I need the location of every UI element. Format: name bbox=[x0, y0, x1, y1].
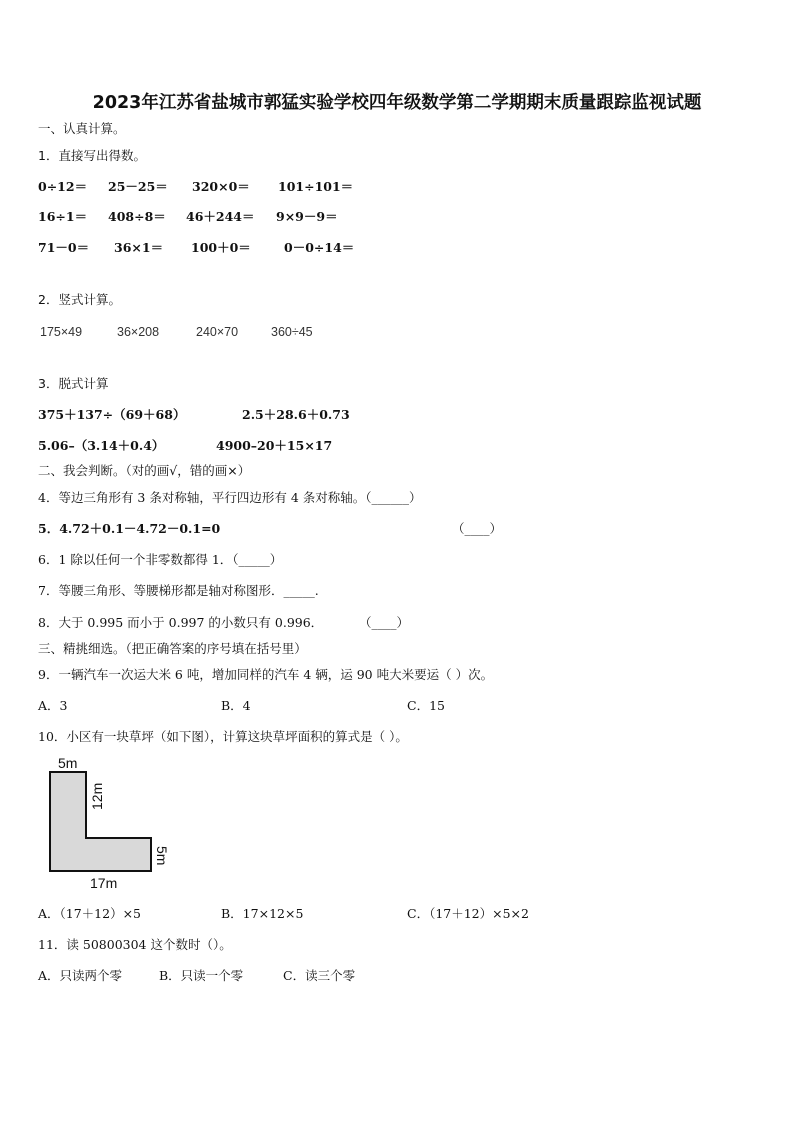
lawn-figure bbox=[40, 752, 180, 892]
q1-item: 9×9－9＝ bbox=[276, 209, 338, 224]
question-5: 5．4.72＋0.1－4.72－0.1=0 bbox=[38, 521, 221, 536]
q9-option-b: B．4 bbox=[221, 698, 251, 713]
q10-option-a: A．（17＋12）×5 bbox=[38, 906, 142, 921]
q1-item: 46＋244＝ bbox=[186, 209, 255, 224]
label-top-width: 5m bbox=[58, 755, 78, 771]
q2-item: 36×208 bbox=[117, 325, 160, 339]
label-right-height: 5m bbox=[154, 846, 170, 866]
page-title: 2023年江苏省盐城市郭猛实验学校四年级数学第二学期期末质量跟踪监视试题 bbox=[92, 93, 702, 113]
question-10: 10．小区有一块草坪（如下图），计算这块草坪面积的算式是（ ）。 bbox=[38, 729, 408, 744]
q1-item: 100＋0＝ bbox=[191, 240, 251, 255]
q2-item: 360÷45 bbox=[271, 325, 313, 339]
q10-option-b: B．17×12×5 bbox=[221, 906, 304, 921]
q3-item: 5.06–（3.14＋0.4） bbox=[38, 438, 165, 453]
q1-item: 0÷12＝ bbox=[38, 179, 88, 194]
section-heading-1: 一、认真计算。 bbox=[38, 121, 126, 136]
question-11: 11．读 50800304 这个数时（）。 bbox=[38, 937, 232, 952]
q1-item: 320×0＝ bbox=[192, 179, 250, 194]
q1-item: 408÷8＝ bbox=[108, 209, 166, 224]
q1-item: 0－0÷14＝ bbox=[284, 240, 355, 255]
label-inner-height: 12m bbox=[89, 782, 105, 810]
q1-item: 101÷101＝ bbox=[278, 179, 354, 194]
question-2-title: 2．竖式计算。 bbox=[38, 292, 121, 307]
q5-answer-blank: （____） bbox=[452, 521, 503, 536]
q1-item: 25－25＝ bbox=[108, 179, 168, 194]
question-7: 7．等腰三角形、等腰梯形都是轴对称图形．_____. bbox=[38, 583, 319, 598]
q8-answer-blank: （____） bbox=[359, 615, 410, 630]
q2-item: 175×49 bbox=[40, 325, 83, 339]
section-heading-2: 二、我会判断。（对的画√，错的画×） bbox=[38, 463, 251, 478]
q11-option-c: C．读三个零 bbox=[283, 968, 356, 983]
q3-item: 375＋137÷（69＋68） bbox=[38, 407, 186, 422]
question-9: 9．一辆汽车一次运大米 6 吨，增加同样的汽车 4 辆，运 90 吨大米要运（ ）次。 bbox=[38, 667, 494, 682]
q11-option-a: A．只读两个零 bbox=[38, 968, 123, 983]
q3-item: 2.5＋28.6＋0.73 bbox=[242, 407, 350, 422]
label-bottom-width: 17m bbox=[90, 875, 118, 891]
q11-option-b: B．只读一个零 bbox=[159, 968, 244, 983]
q9-option-a: A．3 bbox=[38, 698, 68, 713]
q2-item: 240×70 bbox=[196, 325, 239, 339]
q1-item: 71－0＝ bbox=[38, 240, 90, 255]
q9-option-c: C．15 bbox=[407, 698, 445, 713]
question-3-title: 3．脱式计算 bbox=[38, 376, 109, 391]
question-8: 8．大于 0.995 而小于 0.997 的小数只有 0.996． bbox=[38, 615, 324, 630]
question-1-title: 1．直接写出得数。 bbox=[38, 148, 146, 163]
q10-option-c: C．（17＋12）×5×2 bbox=[407, 906, 529, 921]
question-4: 4．等边三角形有 3 条对称轴，平行四边形有 4 条对称轴。（______） bbox=[38, 490, 422, 505]
q1-item: 16÷1＝ bbox=[38, 209, 88, 224]
q3-item: 4900–20＋15×17 bbox=[216, 438, 333, 453]
section-heading-3: 三、精挑细选。（把正确答案的序号填在括号里） bbox=[38, 641, 307, 656]
q1-item: 36×1＝ bbox=[114, 240, 164, 255]
question-6: 6．1 除以任何一个非零数都得 1．（_____） bbox=[38, 552, 283, 567]
